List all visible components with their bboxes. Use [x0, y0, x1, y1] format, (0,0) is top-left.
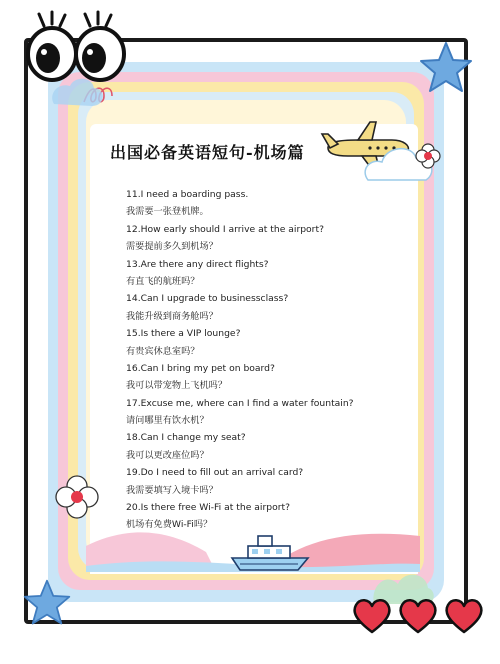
phrase-zh: 请问哪里有饮水机？	[126, 415, 209, 427]
phrase-list	[126, 186, 386, 534]
phrase-zh: 我能升级到商务舱吗？	[126, 310, 218, 322]
phrase-zh: 有贵宾休息室吗？	[126, 345, 200, 357]
page-title: 出国必备英语短句-机场篇	[110, 143, 305, 162]
flower-icon	[414, 142, 442, 170]
phrase-zh: 我需要填写入境卡吗？	[126, 484, 218, 496]
phrase-en: 19.Do I need to fill out an arrival card?	[126, 467, 304, 479]
phrase-zh: 我需要一张登机牌。	[126, 206, 209, 218]
phrase-en: 18.Can I change my seat?	[126, 432, 246, 444]
phrase-zh: 有直飞的航班吗？	[126, 275, 200, 287]
cloud-icon	[48, 74, 108, 114]
flower-icon	[54, 474, 100, 520]
phrase-en: 16.Can I bring my pet on board?	[126, 362, 275, 374]
phrase-zh: 我可以带宠物上飞机吗？	[126, 380, 228, 392]
heart-icon	[350, 596, 490, 636]
phrase-zh: 机场有免费Wi-Fi吗？	[126, 519, 213, 531]
star-icon	[22, 578, 72, 628]
phrase-en: 13.Are there any direct flights?	[126, 258, 269, 270]
phrase-en: 15.Is there a VIP lounge?	[126, 328, 241, 340]
boat-icon	[228, 528, 314, 574]
star-icon	[418, 40, 474, 96]
phrase-en: 11.I need a boarding pass.	[126, 189, 249, 200]
phrase-en: 17.Excuse me, where can I find a water fountain?	[126, 397, 354, 409]
phrase-en: 14.Can I upgrade to businessclass?	[126, 293, 289, 305]
phrase-en: 12.How early should I arrive at the airport?	[126, 223, 324, 235]
phrase-zh: 我可以更改座位吗？	[126, 449, 209, 461]
phrase-en: 20.Is there free Wi-Fi at the airport?	[126, 502, 290, 514]
phrase-zh: 需要提前多久到机场？	[126, 241, 218, 253]
